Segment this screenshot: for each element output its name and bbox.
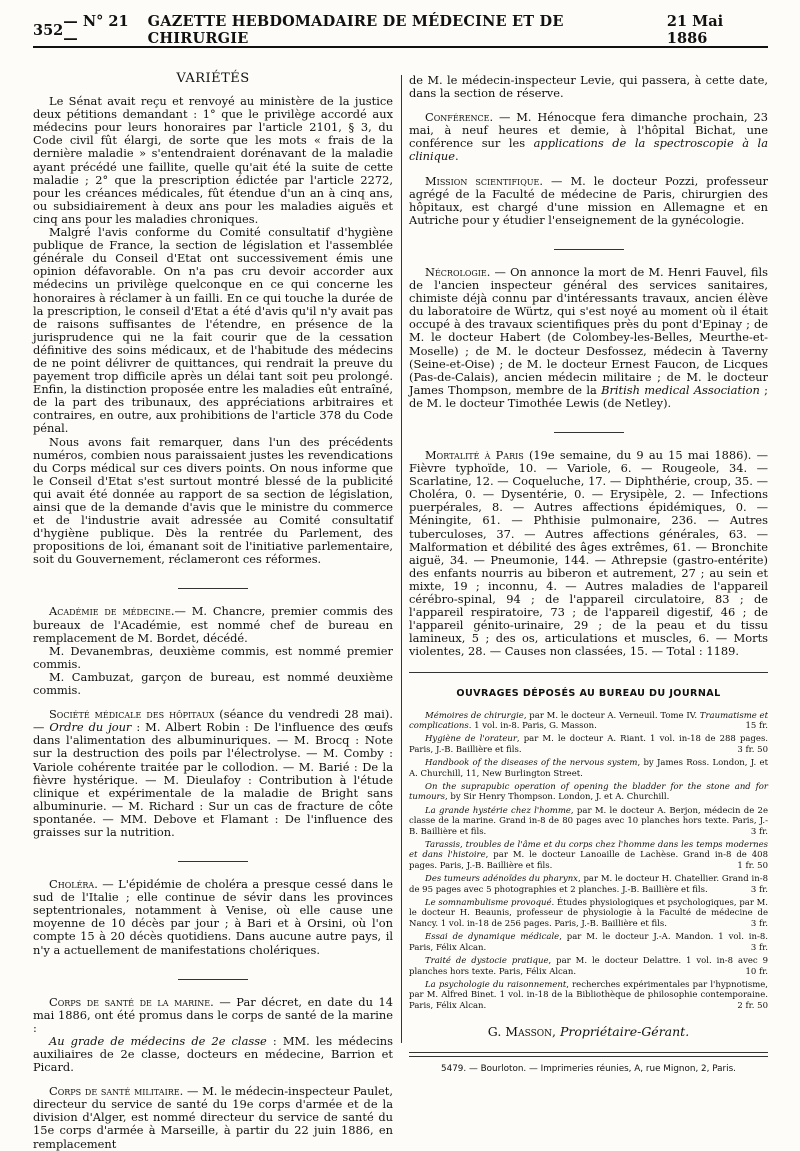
academie-text: — M. Chancre, premier commis des bureaux de l'Académie, est nommé chef de bureau en remplacement de M. Bordet, décédé. xyxy=(33,604,393,645)
book-item xyxy=(409,898,768,929)
marine-grade-label: Au grade de médecins de 2e classe xyxy=(49,1033,267,1048)
book-details: , par M. le docteur H. Chatellier. Grand in-8 de 95 pages avec 5 photographies et 2 planches. J.-B. Baillière et fils. xyxy=(409,874,768,895)
book-item xyxy=(409,711,768,732)
book-title: Mémoires de chirurgie xyxy=(425,710,524,721)
book-price: 3 fr. 50 xyxy=(737,744,768,755)
book-details: , par M. le docteur Delattre. 1 vol. in-8 avec 9 planches hors texte. Paris, Félix Alcan. xyxy=(409,956,768,977)
mortalite-entry xyxy=(409,449,768,659)
signature-name: G. Masson, xyxy=(487,1024,556,1040)
book-price: 15 fr. xyxy=(745,720,768,731)
publisher-signature xyxy=(409,1025,768,1038)
necrologie-body: — On annonce la mort de M. Henri Fauvel, fils de l'ancien inspecteur général des services sanitaires, chimiste déjà connu par d'intéressants travaux, ancien élève du laboratoire de Würtz, qui s'est noyé au moment où il était occupé à des travaux scientifiques près du pont d'Epinay ; de M. le docteur Habert (de Colombey-les-Belles, Meurthe-et-Moselle) ; de M. le docteur Desfossez, médecin à Taverny (Seine-et-Oise) ; de M. le docteur Ernest Faucon, de Licques (Pas-de-Calais), ancien médecin militaire ; de M. le docteur James Thompson, membre de la xyxy=(409,264,768,397)
necrologie-end: ; de M. le docteur Timothée Lewis (de Netley). xyxy=(409,382,768,410)
militaire-body: — M. le médecin-inspecteur Paulet, directeur du service de santé du 19e corps d'armée et de la division d'Alger, est nommé directeur du service de santé du 15e corps d'armée à Marseille, à partir du 22 juin 1886, en remplacement xyxy=(33,1084,393,1151)
varietes-paragraph: Nous avons fait remarquer, dans l'un des précédents numéros, combien nous paraissaient justes les revendications du Corps médical sur ces divers points. On nous informe que le Conseil d'Etat s'est surtout montré blessé de la publicité qui avait été donnée au rapport de sa section de législation, ainsi que de la demande d'avis que le ministre du commerce et de l'industrie avait adressée au Comité consultatif d'hygiène publique. Dès la rentrée du Parlement, des propositions de loi, émanant soit de l'initiative parlementaire, soit du Gouvernement, réclameront ces réformes. xyxy=(33,434,393,567)
marine-entry xyxy=(33,996,393,1035)
book-details: , recherches expérimentales par l'hypnotisme, par M. Alfred Binet. 1 vol. in-18 de la Bibliothèque de philosophie contemporaine. Paris, Félix Alcan. xyxy=(409,979,768,1011)
mortalite-label: Mortalité à Paris xyxy=(425,447,524,462)
book-price: 10 fr. xyxy=(745,966,768,977)
book-title: Le somnambulisme provoqué xyxy=(425,898,552,909)
book-item xyxy=(409,840,768,871)
book-item xyxy=(409,980,768,1011)
ordre-du-jour-label: Ordre du jour xyxy=(49,720,132,735)
book-price: 2 fr. 50 xyxy=(737,1000,768,1011)
signature-role: Propriétaire-Gérant. xyxy=(559,1024,690,1040)
book-item xyxy=(409,956,768,977)
academie-entry xyxy=(33,605,393,644)
mortalite-body: (19e semaine, du 9 au 15 mai 1886). — Fièvre typhoïde, 10. — Variole, 6. — Rougeole, 34. — Scarlatine, 12. — Coqueluche, 17. — Diphthérie, croup, 35. — Choléra, 0. — Dysentérie, 0. — Erysipèle, 2. — Infections puerpérales, 8. — Autres affections épidémiques, 0. — Méningite, 61. — Phthisie pulmonaire, 236. — Autres tuberculoses, 37. — Autres affections générales, 63. — Malformation et débilité des âges extrêmes, 61. — Bronchite aiguë, 34. — Pneumonie, 144. — Athrepsie (gastro-entérite) des enfants nourris au biberon et autrement, 27 ; au sein et mixte, 19 ; inconnu, 4. — Autres maladies de l'appareil cérébro-spinal, 94 ; de l'appareil circulatoire, 83 ; de l'appareil respiratoire, 73 ; de l'appareil digestif, 46 ; de l'appareil génito-urinaire, 29 ; de la peau et du tissu lamineux, 5 ; des os, articulations et muscles, 6. — Morts violentes, 28. — Causes non classées, 15. — Total : 1189. xyxy=(409,447,768,659)
separator-long xyxy=(409,672,768,673)
book-details: , par M. le docteur A. Riant. 1 vol. in-18 de 288 pages. Paris, J.-B. Baillière et fils. xyxy=(409,734,769,755)
column-divider xyxy=(401,75,402,1043)
page-number: 352 xyxy=(33,21,64,39)
book-details: , par M. le docteur J.-A. Mandon. 1 vol. in-8. Paris, Félix Alcan. xyxy=(409,932,768,953)
academie-label: Académie de médecine. xyxy=(49,604,175,619)
separator xyxy=(554,432,624,433)
book-subtitle: Traumatisme et complications xyxy=(409,710,768,731)
societe-label: Société médicale des hôpitaux xyxy=(49,707,215,722)
book-title: La psychologie du raisonnement xyxy=(425,979,567,990)
book-details: , par M. le docteur A. Berjon, médecin de 2e classe de la marine. Grand in-8 de 80 pages avec 10 planches hors texte. Paris, J.-B. Baillière et fils. xyxy=(409,805,768,837)
book-title: Essai de dynamique médicale xyxy=(425,932,560,943)
book-details: , by Sir Henry Thompson. London, J. et A. Churchill. xyxy=(444,792,670,803)
conference-body: — M. Hénocque fera dimanche prochain, 23 mai, à neuf heures et demie, à l'hôpital Bichat, une conférence sur les xyxy=(409,110,768,151)
societe-meta: (séance du vendredi 28 mai). xyxy=(214,707,393,722)
right-column xyxy=(409,74,768,1076)
book-title: Des tumeurs adénoïdes du pharynx xyxy=(425,874,578,885)
book-title: Hygiène de l'orateur xyxy=(425,734,517,745)
page-header xyxy=(33,14,768,48)
conference-topic: applications de la spectroscopie à la clinique xyxy=(409,136,768,164)
mission-label: Mission scientifique. xyxy=(425,173,543,188)
conference-entry xyxy=(409,111,768,163)
book-title: Traité de dystocie pratique xyxy=(425,956,549,967)
mission-entry xyxy=(409,175,768,227)
necrologie-label: Nécrologie. xyxy=(425,264,491,279)
book-title: Tarassis, troubles de l'âme et du corps chez l'homme dans les temps modernes et dans l'histoire xyxy=(409,840,768,861)
separator xyxy=(554,249,624,250)
militaire-entry xyxy=(33,1085,393,1150)
separator xyxy=(178,861,248,862)
book-item xyxy=(409,806,768,837)
marine-grade xyxy=(33,1035,393,1074)
footer-rule xyxy=(409,1052,768,1057)
book-item xyxy=(409,734,768,755)
section-title: VARIÉTÉS xyxy=(176,71,250,86)
issue-number: — N° 21 — xyxy=(63,13,129,47)
book-item xyxy=(409,782,768,803)
book-price: 3 fr. xyxy=(750,826,768,837)
cholera-entry xyxy=(33,878,393,957)
cholera-label: Choléra. xyxy=(49,877,98,892)
separator xyxy=(178,979,248,980)
book-title: Handbook of the diseases of the nervous system xyxy=(425,758,638,769)
conference-end: . xyxy=(455,149,459,164)
book-details-2: . 1 vol. in-8. Paris, G. Masson. xyxy=(468,720,597,731)
book-item xyxy=(409,874,768,895)
militaire-label: Corps de santé militaire. xyxy=(49,1084,184,1099)
book-title: La grande hystérie chez l'homme xyxy=(425,805,571,816)
ouvrages-title: OUVRAGES DÉPOSÉS AU BUREAU DU JOURNAL xyxy=(456,688,721,700)
book-price: 3 fr. xyxy=(750,918,768,929)
book-item xyxy=(409,932,768,953)
left-column xyxy=(33,72,393,1151)
separator xyxy=(178,588,248,589)
varietes-paragraph: Malgré l'avis conforme du Comité consultatif d'hygiène publique de France, la section de législation et l'assemblée générale du Conseil d'Etat ont successivement émis une opinion défavorable. On n'a pas cru devoir accorder aux médecins un privilège quelconque en ce qui concerne les honoraires à réclamer à un failli. En ce qui touche la durée de la prescription, le conseil d'Etat a été d'avis qu'il n'y avait pas de raisons suffisantes de l'étendre, en présence de la jurisprudence qui ne la fait courir que de la cessation définitive des soins médicaux, et de l'habitude des médecins de ne point délivrer de quittances, qui rendrait la preuve du payement trop difficile après un délai tant soit peu prolongé. Enfin, la distinction proposée entre les maladies eût entraîné, de la part des tribunaux, des appréciations arbitraires et contraires, en outre, aux prohibitions de l'article 378 du Code pénal. xyxy=(33,225,393,436)
societe-entry: Société médicale des hôpitaux (séance du vendredi 28 mai). — Ordre du jour : M. Albert Robin : De l'influence des œufs dans l'alimentation des albuminuriques. — M. Brocq : Note sur la destruction des poils par l'électrolyse. — M. Comby : Variole cohérente traitée par le collodion. — M. Barié : De la fièvre hystérique. — M. Dieulafoy : Contribution à l'étude clinique et expérimentale de la maladie de Bright sans albuminurie. — M. Richard : Sur un cas de fracture de côte spontanée. — MM. Debove et Flamant : De l'influence des graisses sur la nutrition. xyxy=(33,707,393,839)
book-details: , par M. le docteur A. Verneuil. Tome IV. xyxy=(523,710,700,721)
book-price: 3 fr. xyxy=(750,884,768,895)
marine-label: Corps de santé de la marine. xyxy=(49,994,214,1009)
academie-entry-3: M. Cambuzat, garçon de bureau, est nommé deuxième commis. xyxy=(33,669,393,698)
book-details: . Études physiologiques et psychologiques, par M. le docteur H. Beaunis, professeur de physiologie à la Faculté de médecine de Nancy. 1 vol. in-18 de 256 pages. Paris, J.-B. Baillière et fils. xyxy=(409,898,769,929)
cholera-body: — L'épidémie de choléra a presque cessé dans le sud de l'Italie ; elle continue de sévir dans les provinces septentrionales, notamment à Venise, où elle cause une moyenne de 10 décès par jour ; à Bari et à Orsini, où l'on compte 15 à 20 décès quotidiens. Dans aucune autre pays, il n'y a actuellement de manifestations cholériques. xyxy=(33,877,393,957)
necrologie-entry xyxy=(409,266,768,410)
book-details: , par M. le docteur Lanoaille de Lachèse. Grand in-8 de 408 pages. Paris, J.-B. Baillière et fils. xyxy=(409,850,768,871)
book-price: 1 fr. 50 xyxy=(737,860,768,871)
book-price: 3 fr. xyxy=(750,942,768,953)
varietes-paragraph: Le Sénat avait reçu et renvoyé au ministère de la justice deux pétitions demandant : 1° que le privilège accordé aux médecins pour leurs honoraires par l'article 2101, § 3, du Code civil fût élargi, de sorte que les mots « frais de la dernière maladie » s'entendraient dorénavant de la maladie ayant précédé une faillite, quelle qu'ait été la suite de cette maladie ; 2° que la prescription édictée par l'article 2272, pour les créances médicales, fût étendue d'un an à cinq ans, ou subsidiairement à deux ans pour les maladies aiguës et cinq ans pour les maladies chroniques. xyxy=(33,94,393,226)
book-title: On the suprapubic operation of opening the bladder for the stone and for tumours xyxy=(409,782,768,803)
book-item xyxy=(409,758,768,779)
mission-body: — M. le docteur Pozzi, professeur agrégé de la Faculté de médecine de Paris, chirurgien des hôpitaux, est chargé d'une mission en Allemagne et en Autriche pour y étudier l'enseignement de la gynécologie. xyxy=(409,173,768,227)
book-list xyxy=(409,711,768,1012)
printer-footer: 5479. — Bourloton. — Imprimeries réunies, A, rue Mignon, 2, Paris. xyxy=(441,1064,736,1075)
marine-body: — Par décret, en date du 14 mai 1886, ont été promus dans le corps de santé de la marine : xyxy=(33,994,393,1035)
issue-date: 21 Mai 1886 xyxy=(666,13,724,47)
marine-grade-body: : MM. les médecins auxiliaires de 2e classe, docteurs en médecine, Barrion et Picard. xyxy=(33,1033,393,1075)
journal-title: GAZETTE HEBDOMADAIRE DE MÉDECINE ET DE CHIRURGIE xyxy=(147,13,564,47)
conference-label: Conférence. xyxy=(425,110,494,125)
academie-entry-2: M. Devanembras, deuxième commis, est nommé premier commis. xyxy=(33,643,393,671)
book-details: , by James Ross. London, J. et A. Churchill, 11, New Burlington Street. xyxy=(409,758,768,779)
necrologie-assoc: British medical Association xyxy=(601,382,760,397)
continuation-text: de M. le médecin-inspecteur Levie, qui passera, à cette date, dans la section de réserve. xyxy=(409,73,768,101)
societe-body: : M. Albert Robin : De l'influence des œufs dans l'alimentation des albuminuriques. — M. Brocq : Note sur la destruction des poils par l'électrolyse. — M. Comby : Variole cohérente traitée par le collodion. — M. Barié : De la fièvre hystérique. — M. Dieulafoy : Contribution à l'étude clinique et expérimentale de la maladie de Bright sans albuminurie. — M. Richard : Sur un cas de fracture de côte spontanée. — MM. Debove et Flamant : De l'influence des graisses sur la nutrition. xyxy=(33,720,393,839)
